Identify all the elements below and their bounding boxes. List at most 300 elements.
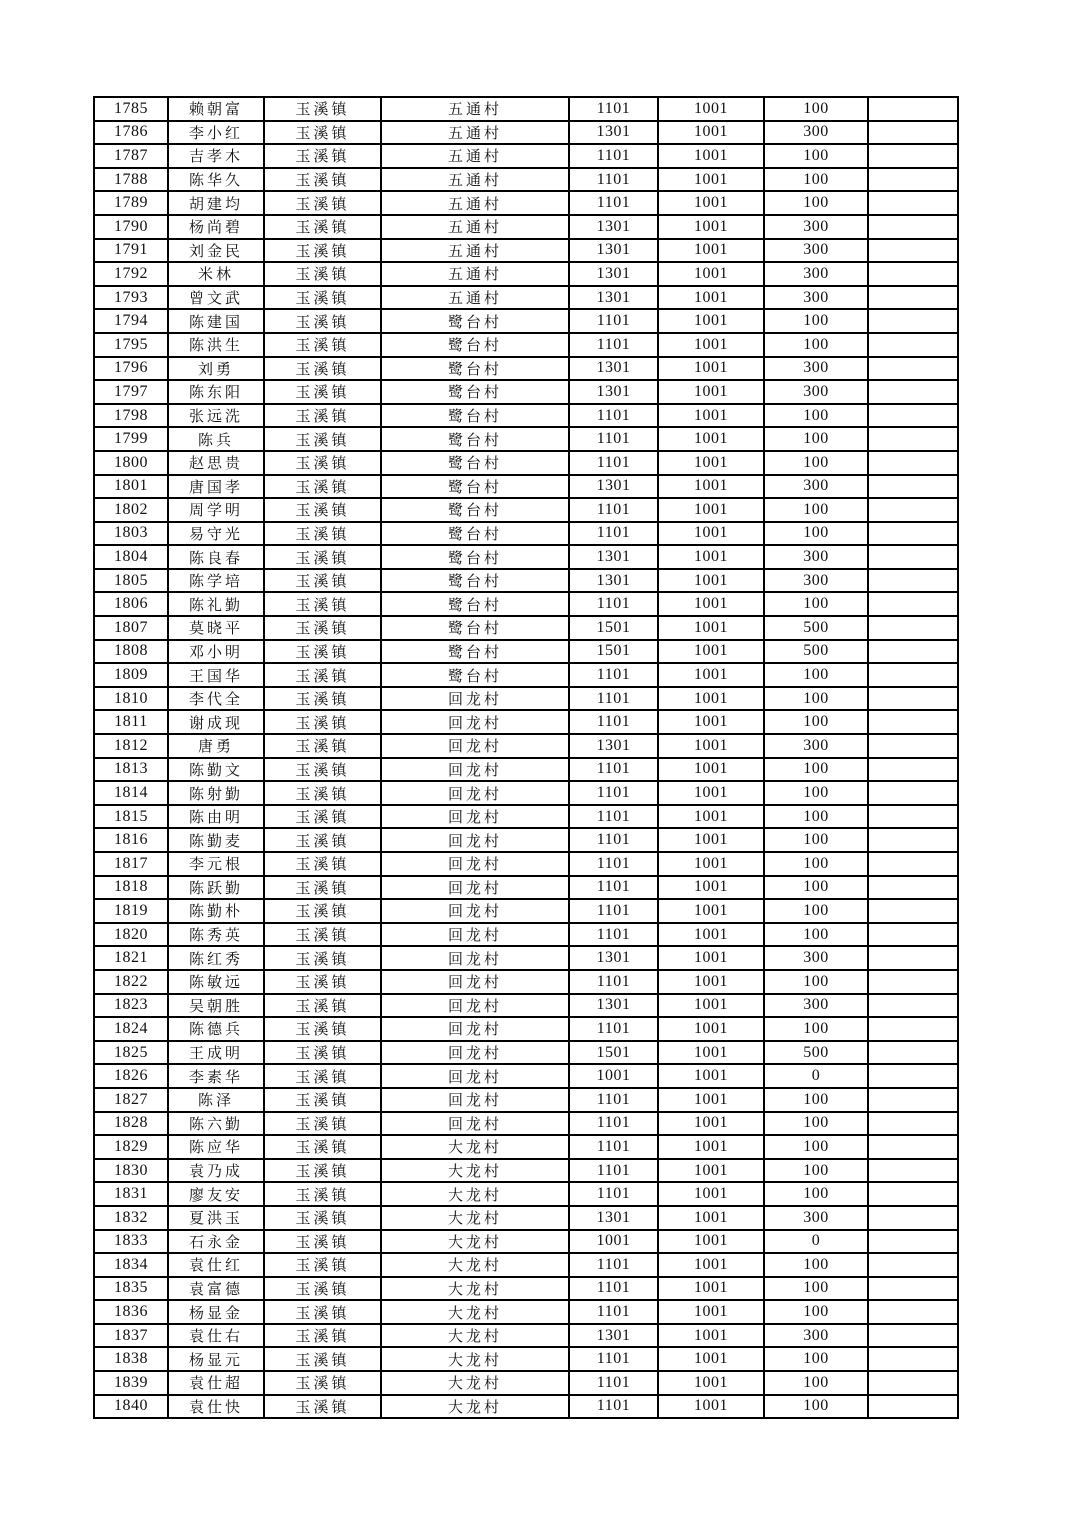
cell-code2: 1001 — [658, 923, 764, 947]
cell-code2: 1001 — [658, 522, 764, 546]
cell-code2: 1001 — [658, 262, 764, 286]
cell-code2: 1001 — [658, 876, 764, 900]
cell-serial-number: 1818 — [94, 876, 168, 900]
cell-blank — [868, 781, 958, 805]
cell-serial-number: 1809 — [94, 663, 168, 687]
cell-blank — [868, 616, 958, 640]
cell-amount: 100 — [764, 1159, 868, 1183]
cell-village: 五通村 — [381, 215, 569, 239]
cell-town: 玉溪镇 — [264, 687, 381, 711]
cell-town: 玉溪镇 — [264, 1112, 381, 1136]
cell-code2: 1001 — [658, 1371, 764, 1395]
cell-person-name: 李代全 — [168, 687, 264, 711]
cell-village: 大龙村 — [381, 1371, 569, 1395]
cell-serial-number: 1836 — [94, 1300, 168, 1324]
cell-blank — [868, 333, 958, 357]
cell-amount: 300 — [764, 262, 868, 286]
cell-serial-number: 1805 — [94, 569, 168, 593]
cell-amount: 100 — [764, 805, 868, 829]
cell-town: 玉溪镇 — [264, 1159, 381, 1183]
cell-code2: 1001 — [658, 663, 764, 687]
cell-amount: 100 — [764, 168, 868, 192]
cell-person-name: 陈敏远 — [168, 970, 264, 994]
cell-amount: 100 — [764, 498, 868, 522]
cell-amount: 100 — [764, 522, 868, 546]
cell-code1: 1101 — [569, 144, 658, 168]
cell-town: 玉溪镇 — [264, 1253, 381, 1277]
table-row — [94, 805, 958, 829]
cell-code2: 1001 — [658, 687, 764, 711]
cell-serial-number: 1787 — [94, 144, 168, 168]
table-row — [94, 899, 958, 923]
cell-town: 玉溪镇 — [264, 1277, 381, 1301]
cell-person-name: 陈射勤 — [168, 781, 264, 805]
cell-person-name: 陈东阳 — [168, 380, 264, 404]
cell-code1: 1101 — [569, 1112, 658, 1136]
cell-code1: 1101 — [569, 498, 658, 522]
cell-code2: 1001 — [658, 1135, 764, 1159]
cell-person-name: 陈建国 — [168, 309, 264, 333]
cell-town: 玉溪镇 — [264, 1206, 381, 1230]
table-row — [94, 1041, 958, 1065]
cell-village: 回龙村 — [381, 1017, 569, 1041]
cell-amount: 100 — [764, 1112, 868, 1136]
cell-person-name: 李元根 — [168, 852, 264, 876]
cell-serial-number: 1785 — [94, 97, 168, 121]
cell-town: 玉溪镇 — [264, 144, 381, 168]
table-row — [94, 1159, 958, 1183]
table-row — [94, 1017, 958, 1041]
cell-code2: 1001 — [658, 1112, 764, 1136]
cell-blank — [868, 1253, 958, 1277]
cell-code2: 1001 — [658, 168, 764, 192]
table-row — [94, 286, 958, 310]
cell-code2: 1001 — [658, 545, 764, 569]
cell-code1: 1101 — [569, 168, 658, 192]
cell-code1: 1101 — [569, 1371, 658, 1395]
cell-code1: 1101 — [569, 876, 658, 900]
cell-village: 回龙村 — [381, 1088, 569, 1112]
cell-blank — [868, 852, 958, 876]
cell-village: 鹭台村 — [381, 545, 569, 569]
cell-serial-number: 1798 — [94, 404, 168, 428]
table-row — [94, 1112, 958, 1136]
cell-amount: 100 — [764, 1371, 868, 1395]
cell-person-name: 陈洪生 — [168, 333, 264, 357]
cell-code2: 1001 — [658, 475, 764, 499]
cell-amount: 300 — [764, 215, 868, 239]
cell-serial-number: 1813 — [94, 758, 168, 782]
cell-village: 鹭台村 — [381, 569, 569, 593]
table-row — [94, 1064, 958, 1088]
cell-person-name: 袁仕超 — [168, 1371, 264, 1395]
cell-code1: 1101 — [569, 309, 658, 333]
cell-serial-number: 1802 — [94, 498, 168, 522]
cell-code1: 1101 — [569, 427, 658, 451]
cell-town: 玉溪镇 — [264, 616, 381, 640]
cell-code1: 1101 — [569, 687, 658, 711]
cell-amount: 100 — [764, 828, 868, 852]
cell-code1: 1101 — [569, 1300, 658, 1324]
cell-village: 回龙村 — [381, 1041, 569, 1065]
cell-blank — [868, 828, 958, 852]
table-row — [94, 1277, 958, 1301]
cell-town: 玉溪镇 — [264, 758, 381, 782]
cell-code1: 1101 — [569, 852, 658, 876]
cell-town: 玉溪镇 — [264, 191, 381, 215]
cell-amount: 100 — [764, 758, 868, 782]
cell-code1: 1301 — [569, 946, 658, 970]
cell-blank — [868, 1347, 958, 1371]
cell-serial-number: 1814 — [94, 781, 168, 805]
cell-code1: 1001 — [569, 1064, 658, 1088]
cell-serial-number: 1817 — [94, 852, 168, 876]
cell-code2: 1001 — [658, 734, 764, 758]
table-row — [94, 97, 958, 121]
cell-serial-number: 1803 — [94, 522, 168, 546]
cell-town: 玉溪镇 — [264, 475, 381, 499]
cell-blank — [868, 1182, 958, 1206]
table-row — [94, 663, 958, 687]
cell-town: 玉溪镇 — [264, 1135, 381, 1159]
cell-village: 回龙村 — [381, 946, 569, 970]
cell-amount: 100 — [764, 309, 868, 333]
cell-blank — [868, 970, 958, 994]
cell-code2: 1001 — [658, 1017, 764, 1041]
cell-village: 五通村 — [381, 121, 569, 145]
cell-blank — [868, 215, 958, 239]
table-row — [94, 1135, 958, 1159]
table-body — [94, 97, 958, 1418]
cell-person-name: 陈兵 — [168, 427, 264, 451]
cell-code1: 1301 — [569, 1206, 658, 1230]
cell-code2: 1001 — [658, 1395, 764, 1419]
cell-town: 玉溪镇 — [264, 569, 381, 593]
cell-blank — [868, 286, 958, 310]
cell-serial-number: 1829 — [94, 1135, 168, 1159]
cell-amount: 100 — [764, 191, 868, 215]
cell-person-name: 邓小明 — [168, 640, 264, 664]
cell-town: 玉溪镇 — [264, 1230, 381, 1254]
cell-code1: 1301 — [569, 286, 658, 310]
cell-person-name: 廖友安 — [168, 1182, 264, 1206]
cell-blank — [868, 640, 958, 664]
cell-person-name: 米林 — [168, 262, 264, 286]
cell-amount: 300 — [764, 1206, 868, 1230]
cell-serial-number: 1833 — [94, 1230, 168, 1254]
cell-blank — [868, 380, 958, 404]
cell-village: 回龙村 — [381, 781, 569, 805]
cell-amount: 100 — [764, 333, 868, 357]
cell-person-name: 杨显金 — [168, 1300, 264, 1324]
cell-blank — [868, 97, 958, 121]
cell-serial-number: 1797 — [94, 380, 168, 404]
cell-town: 玉溪镇 — [264, 663, 381, 687]
cell-blank — [868, 1112, 958, 1136]
cell-blank — [868, 1017, 958, 1041]
cell-amount: 100 — [764, 923, 868, 947]
cell-code2: 1001 — [658, 852, 764, 876]
cell-person-name: 李小红 — [168, 121, 264, 145]
cell-amount: 100 — [764, 592, 868, 616]
cell-town: 玉溪镇 — [264, 215, 381, 239]
cell-person-name: 李素华 — [168, 1064, 264, 1088]
cell-amount: 100 — [764, 97, 868, 121]
cell-village: 鹭台村 — [381, 451, 569, 475]
cell-town: 玉溪镇 — [264, 805, 381, 829]
cell-village: 五通村 — [381, 262, 569, 286]
cell-town: 玉溪镇 — [264, 522, 381, 546]
cell-town: 玉溪镇 — [264, 380, 381, 404]
cell-blank — [868, 121, 958, 145]
cell-serial-number: 1792 — [94, 262, 168, 286]
cell-village: 回龙村 — [381, 923, 569, 947]
cell-blank — [868, 946, 958, 970]
cell-person-name: 吴朝胜 — [168, 994, 264, 1018]
table-row — [94, 1088, 958, 1112]
cell-code2: 1001 — [658, 1182, 764, 1206]
cell-blank — [868, 404, 958, 428]
cell-code2: 1001 — [658, 1277, 764, 1301]
cell-town: 玉溪镇 — [264, 970, 381, 994]
cell-code2: 1001 — [658, 616, 764, 640]
table-row — [94, 781, 958, 805]
cell-town: 玉溪镇 — [264, 640, 381, 664]
cell-code2: 1001 — [658, 805, 764, 829]
cell-town: 玉溪镇 — [264, 1347, 381, 1371]
cell-code1: 1101 — [569, 828, 658, 852]
cell-blank — [868, 1230, 958, 1254]
cell-code1: 1101 — [569, 1088, 658, 1112]
cell-village: 回龙村 — [381, 710, 569, 734]
cell-serial-number: 1840 — [94, 1395, 168, 1419]
cell-village: 回龙村 — [381, 852, 569, 876]
table-row — [94, 569, 958, 593]
cell-code2: 1001 — [658, 451, 764, 475]
cell-amount: 500 — [764, 1041, 868, 1065]
cell-village: 鹭台村 — [381, 357, 569, 381]
cell-serial-number: 1831 — [94, 1182, 168, 1206]
cell-person-name: 陈红秀 — [168, 946, 264, 970]
cell-code2: 1001 — [658, 97, 764, 121]
table-row — [94, 215, 958, 239]
cell-blank — [868, 1135, 958, 1159]
cell-amount: 100 — [764, 1135, 868, 1159]
cell-amount: 300 — [764, 946, 868, 970]
table-row — [94, 380, 958, 404]
cell-amount: 300 — [764, 569, 868, 593]
cell-serial-number: 1824 — [94, 1017, 168, 1041]
cell-serial-number: 1816 — [94, 828, 168, 852]
table-row — [94, 616, 958, 640]
cell-village: 五通村 — [381, 97, 569, 121]
cell-blank — [868, 1088, 958, 1112]
cell-code1: 1101 — [569, 1017, 658, 1041]
roster-table — [93, 96, 959, 1419]
cell-person-name: 陈泽 — [168, 1088, 264, 1112]
cell-town: 玉溪镇 — [264, 1371, 381, 1395]
table-row — [94, 1300, 958, 1324]
cell-person-name: 陈德兵 — [168, 1017, 264, 1041]
cell-code1: 1301 — [569, 262, 658, 286]
cell-serial-number: 1825 — [94, 1041, 168, 1065]
cell-town: 玉溪镇 — [264, 1182, 381, 1206]
cell-code2: 1001 — [658, 1159, 764, 1183]
cell-code2: 1001 — [658, 1300, 764, 1324]
cell-amount: 100 — [764, 899, 868, 923]
cell-serial-number: 1793 — [94, 286, 168, 310]
table-row — [94, 545, 958, 569]
cell-blank — [868, 1300, 958, 1324]
table-row — [94, 333, 958, 357]
cell-village: 五通村 — [381, 144, 569, 168]
cell-person-name: 刘金民 — [168, 239, 264, 263]
cell-person-name: 莫晓平 — [168, 616, 264, 640]
cell-person-name: 王国华 — [168, 663, 264, 687]
cell-village: 鹭台村 — [381, 404, 569, 428]
cell-town: 玉溪镇 — [264, 1088, 381, 1112]
cell-village: 大龙村 — [381, 1135, 569, 1159]
cell-code2: 1001 — [658, 1041, 764, 1065]
table-row — [94, 262, 958, 286]
cell-village: 五通村 — [381, 286, 569, 310]
cell-code1: 1101 — [569, 1159, 658, 1183]
cell-person-name: 陈勤朴 — [168, 899, 264, 923]
table-row — [94, 852, 958, 876]
cell-village: 鹭台村 — [381, 592, 569, 616]
table-row — [94, 687, 958, 711]
cell-person-name: 陈勤文 — [168, 758, 264, 782]
cell-village: 回龙村 — [381, 899, 569, 923]
cell-code1: 1101 — [569, 1395, 658, 1419]
cell-village: 五通村 — [381, 168, 569, 192]
cell-serial-number: 1837 — [94, 1324, 168, 1348]
cell-serial-number: 1839 — [94, 1371, 168, 1395]
cell-code1: 1301 — [569, 121, 658, 145]
cell-town: 玉溪镇 — [264, 592, 381, 616]
cell-person-name: 袁仕快 — [168, 1395, 264, 1419]
table-row — [94, 1206, 958, 1230]
cell-serial-number: 1823 — [94, 994, 168, 1018]
cell-person-name: 谢成现 — [168, 710, 264, 734]
cell-village: 鹭台村 — [381, 309, 569, 333]
cell-amount: 100 — [764, 1253, 868, 1277]
cell-amount: 100 — [764, 852, 868, 876]
cell-code2: 1001 — [658, 333, 764, 357]
cell-blank — [868, 498, 958, 522]
cell-person-name: 袁富德 — [168, 1277, 264, 1301]
cell-person-name: 王成明 — [168, 1041, 264, 1065]
cell-person-name: 袁乃成 — [168, 1159, 264, 1183]
cell-town: 玉溪镇 — [264, 946, 381, 970]
cell-code1: 1301 — [569, 734, 658, 758]
cell-code2: 1001 — [658, 239, 764, 263]
table-row — [94, 168, 958, 192]
cell-amount: 300 — [764, 286, 868, 310]
cell-code1: 1501 — [569, 1041, 658, 1065]
cell-person-name: 陈良春 — [168, 545, 264, 569]
cell-blank — [868, 687, 958, 711]
cell-town: 玉溪镇 — [264, 1017, 381, 1041]
cell-town: 玉溪镇 — [264, 333, 381, 357]
cell-village: 大龙村 — [381, 1182, 569, 1206]
cell-town: 玉溪镇 — [264, 498, 381, 522]
cell-village: 回龙村 — [381, 805, 569, 829]
cell-code2: 1001 — [658, 404, 764, 428]
cell-person-name: 胡建均 — [168, 191, 264, 215]
cell-blank — [868, 1324, 958, 1348]
cell-code2: 1001 — [658, 1206, 764, 1230]
cell-person-name: 唐国孝 — [168, 475, 264, 499]
cell-code2: 1001 — [658, 899, 764, 923]
cell-village: 回龙村 — [381, 687, 569, 711]
cell-person-name: 陈勤麦 — [168, 828, 264, 852]
cell-code2: 1001 — [658, 191, 764, 215]
cell-code1: 1501 — [569, 640, 658, 664]
cell-amount: 100 — [764, 1088, 868, 1112]
table-row — [94, 994, 958, 1018]
cell-town: 玉溪镇 — [264, 781, 381, 805]
cell-code1: 1101 — [569, 1253, 658, 1277]
cell-amount: 500 — [764, 640, 868, 664]
cell-amount: 300 — [764, 357, 868, 381]
table-row — [94, 1395, 958, 1419]
cell-village: 大龙村 — [381, 1395, 569, 1419]
cell-serial-number: 1796 — [94, 357, 168, 381]
cell-code1: 1101 — [569, 899, 658, 923]
cell-code1: 1101 — [569, 710, 658, 734]
cell-village: 五通村 — [381, 239, 569, 263]
cell-village: 鹭台村 — [381, 616, 569, 640]
cell-amount: 100 — [764, 1017, 868, 1041]
cell-person-name: 杨显元 — [168, 1347, 264, 1371]
cell-serial-number: 1819 — [94, 899, 168, 923]
cell-amount: 300 — [764, 734, 868, 758]
cell-code2: 1001 — [658, 498, 764, 522]
cell-person-name: 陈应华 — [168, 1135, 264, 1159]
table-row — [94, 970, 958, 994]
cell-person-name: 易守光 — [168, 522, 264, 546]
cell-code1: 1301 — [569, 380, 658, 404]
table-row — [94, 1371, 958, 1395]
cell-village: 回龙村 — [381, 994, 569, 1018]
cell-village: 大龙村 — [381, 1230, 569, 1254]
cell-person-name: 夏洪玉 — [168, 1206, 264, 1230]
cell-amount: 100 — [764, 427, 868, 451]
cell-serial-number: 1800 — [94, 451, 168, 475]
cell-blank — [868, 191, 958, 215]
cell-amount: 100 — [764, 1300, 868, 1324]
cell-serial-number: 1791 — [94, 239, 168, 263]
cell-village: 大龙村 — [381, 1347, 569, 1371]
cell-code2: 1001 — [658, 994, 764, 1018]
cell-blank — [868, 663, 958, 687]
cell-person-name: 陈学培 — [168, 569, 264, 593]
cell-serial-number: 1838 — [94, 1347, 168, 1371]
cell-blank — [868, 876, 958, 900]
cell-code1: 1101 — [569, 97, 658, 121]
table-row — [94, 592, 958, 616]
table-row — [94, 191, 958, 215]
cell-blank — [868, 899, 958, 923]
cell-code1: 1101 — [569, 451, 658, 475]
cell-village: 大龙村 — [381, 1159, 569, 1183]
cell-person-name: 杨尚碧 — [168, 215, 264, 239]
table-row — [94, 1230, 958, 1254]
cell-town: 玉溪镇 — [264, 1300, 381, 1324]
cell-amount: 100 — [764, 404, 868, 428]
cell-serial-number: 1827 — [94, 1088, 168, 1112]
